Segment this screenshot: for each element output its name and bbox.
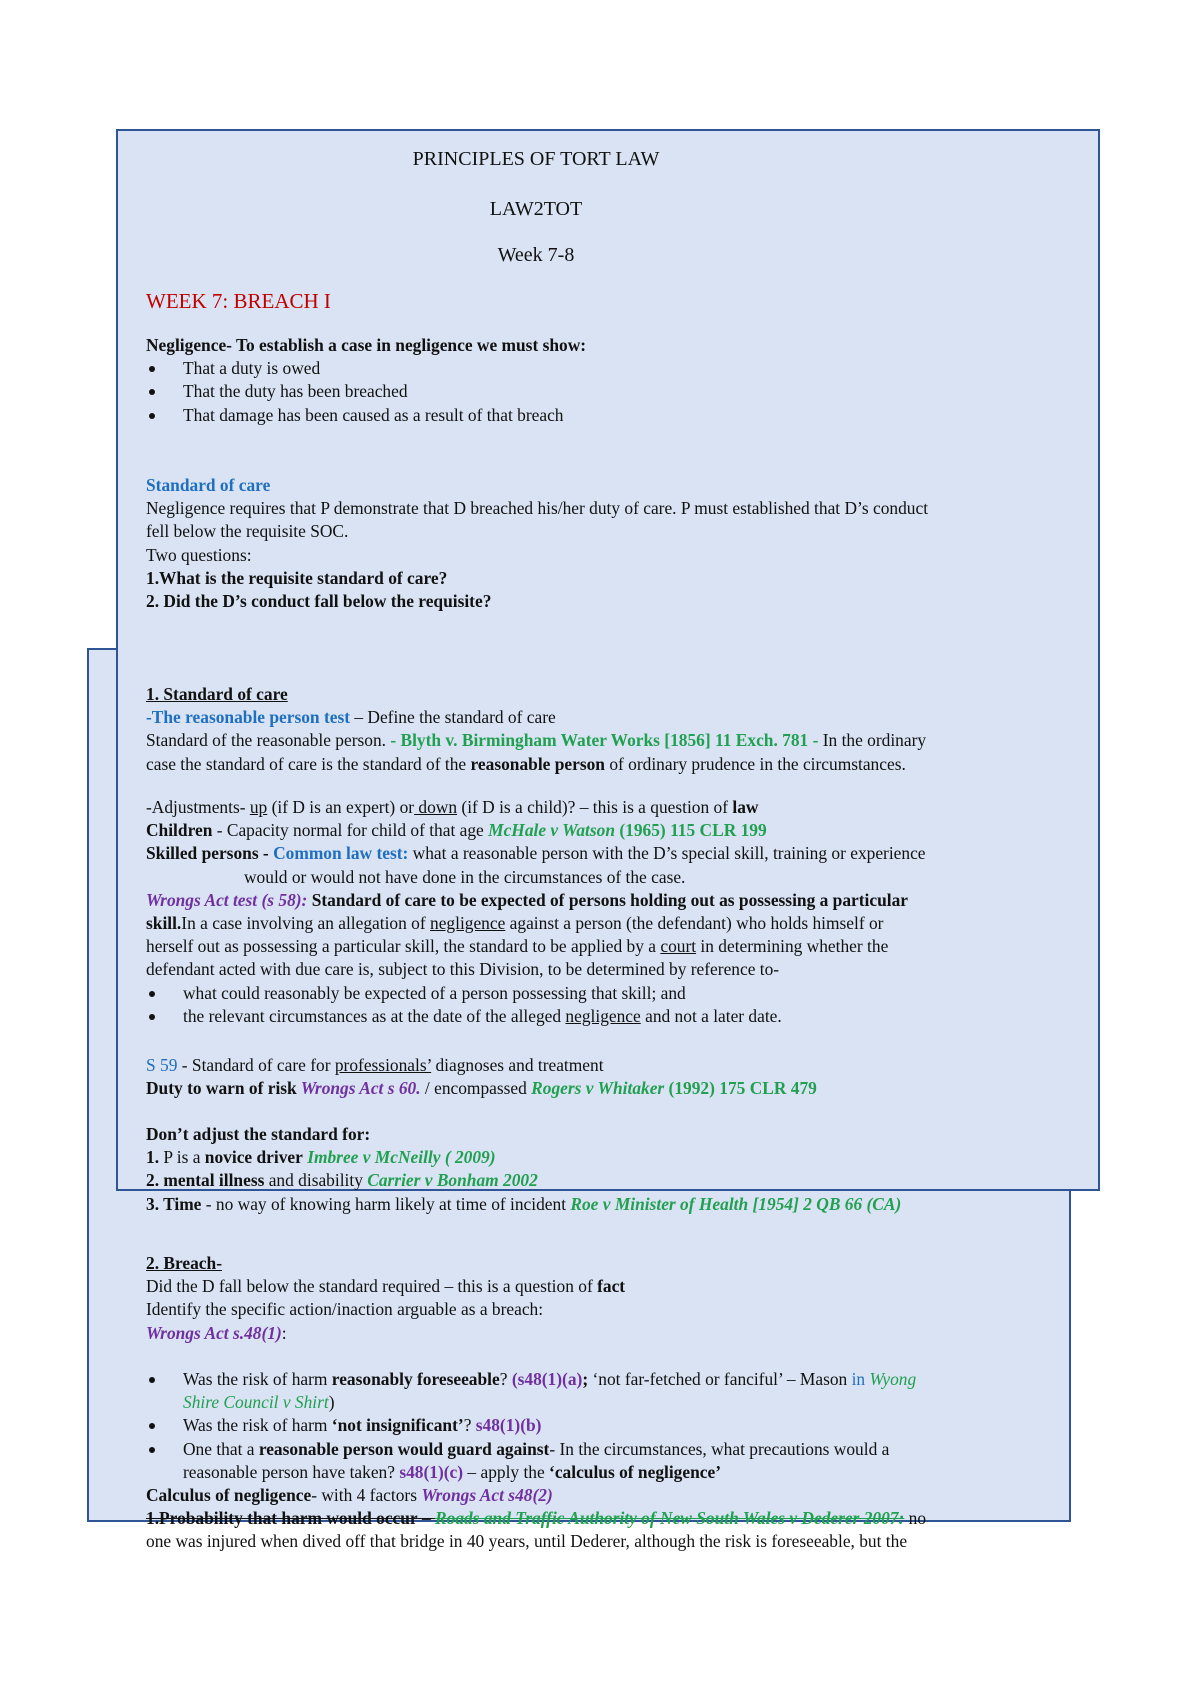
text-span: in [851, 1369, 870, 1389]
case-citation: Roe v Minister of Health [1954] 2 QB 66 (CA) [570, 1193, 902, 1214]
statute-ref: Wrongs Act s 60. [296, 1078, 421, 1099]
case-citation: (1965) 115 CLR 199 [615, 820, 767, 841]
statute-ref: S 59 [146, 1055, 178, 1075]
text-span: - Standard of care for [177, 1055, 335, 1075]
text-span: Skilled persons - [146, 843, 269, 864]
text-span: ? [463, 1415, 476, 1436]
text-span: / encompassed [420, 1078, 532, 1099]
text-span: Was the risk of harm [183, 1369, 332, 1389]
statute-ref: s48(1)(c) [399, 1461, 464, 1482]
text-span: against a person (the defendant) who holds himself or [505, 913, 884, 934]
text-span: in determining whether the [696, 936, 889, 957]
case-citation: McHale v Watson [488, 820, 616, 841]
text-span: down [414, 797, 458, 817]
text-span: 1. [146, 1147, 160, 1168]
dont-adjust-heading: Don’t adjust the standard for: [146, 1124, 371, 1144]
course-code: LAW2TOT [489, 198, 583, 220]
text-span: Common law test: [268, 843, 409, 864]
text-span: P is a [159, 1147, 205, 1168]
text-span: ? [499, 1369, 512, 1389]
negligence-intro: Negligence- To establish a case in negligence we must show: [146, 335, 587, 355]
text-span: reasonable person would guard against [258, 1438, 550, 1459]
text-span: Was the risk of harm [183, 1415, 332, 1436]
text-span: novice driver [204, 1147, 303, 1168]
text-span: - In the circumstances, what precautions would a [549, 1438, 890, 1459]
text-span: law [732, 797, 759, 817]
text-span: negligence [565, 1005, 641, 1026]
list-item [146, 1005, 926, 1028]
soc-heading: Standard of care [146, 475, 271, 495]
case-citation: Roads and Traffic Authority of New South Wales v Dederer 2007: [435, 1508, 905, 1529]
page-title: PRINCIPLES OF TORT LAW [412, 148, 660, 170]
text-span: what a reasonable person with the D’s special skill, training or experience [408, 843, 926, 864]
text-span: Duty to warn of risk [146, 1078, 297, 1099]
statute-ref: Wrongs Act test (s 58): [146, 889, 308, 910]
text-span: Standard of care to be expected of persons holding out as possessing a particular [307, 889, 909, 910]
section1-heading: 1. Standard of care [146, 684, 288, 704]
case-citation: - Blyth v. Birmingham Water Works [1856] 11 Exch. 781 - [390, 730, 819, 751]
text-line: Identify the specific action/inaction arguable as a breach: [146, 1299, 544, 1320]
text-span: Did the D fall below the standard required – this is a question of [146, 1276, 598, 1297]
text-span: - no way of knowing harm likely at time of incident [201, 1193, 571, 1214]
text-span: - with 4 factors [311, 1485, 422, 1506]
text-span: reasonably foreseeable [331, 1369, 500, 1389]
case-citation: Carrier v Bonham 2002 [367, 1170, 538, 1191]
text-span: no [904, 1508, 927, 1529]
text-span: skill. [146, 913, 182, 934]
case-citation: Wyong [869, 1369, 917, 1389]
soc-line: Two questions: [146, 544, 252, 565]
text-span: – apply the [463, 1461, 550, 1482]
list-item: That damage has been caused as a result of that breach [146, 404, 586, 427]
section2-heading: 2. Breach- [146, 1253, 222, 1273]
text-span: ‘calculus of negligence’ [549, 1461, 721, 1482]
text-span: ‘not insignificant’ [331, 1415, 464, 1436]
statute-ref: Wrongs Act s.48(1) [146, 1322, 282, 1343]
text-span: of ordinary prudence in the circumstances. [604, 753, 906, 774]
case-citation: Imbree v McNeilly ( 2009) [302, 1147, 496, 1168]
text-span: In a case involving an allegation of [181, 913, 430, 934]
list-item [146, 1368, 926, 1391]
text-span: court [660, 936, 697, 957]
text-span: fact [597, 1276, 626, 1297]
case-citation: Rogers v Whitaker [531, 1078, 665, 1099]
statute-ref: Wrongs Act s48(2) [421, 1485, 553, 1506]
soc-question: 1.What is the requisite standard of care? [146, 567, 448, 588]
text-span: and not a later date. [640, 1005, 782, 1026]
text-line: one was injured when dived off that bridge in 40 years, until Dederer, although the risk is foreseeable, but the [146, 1531, 908, 1552]
week7-heading: WEEK 7: BREACH I [146, 289, 331, 313]
text-span: up [249, 797, 268, 817]
text-line: defendant acted with due care is, subject to this Division, to be determined by reference to- [146, 959, 780, 980]
text-span: (if D is an expert) or [267, 797, 415, 817]
text-span: (if D is a child)? – this is a question of [457, 797, 733, 817]
text-span: herself out as possessing a particular skill, the standard to be applied by a [146, 936, 661, 957]
text-span: diagnoses and treatment [431, 1055, 604, 1075]
soc-line: Negligence requires that P demonstrate that D breached his/her duty of care. P must established that D’s conduct [146, 498, 929, 519]
text-span: In the ordinary [818, 730, 927, 751]
text-span: ; [582, 1369, 589, 1389]
text-span: 3. Time [146, 1193, 202, 1214]
list-item [146, 1414, 926, 1437]
list-item: what could reasonably be expected of a person possessing that skill; and [146, 982, 926, 1005]
text-span: reasonable person have taken? [183, 1461, 400, 1482]
text-span: - Capacity normal for child of that age [212, 820, 489, 841]
statute-ref: (s48(1)(a) [511, 1369, 583, 1389]
text-span: Standard of the reasonable person. [146, 730, 391, 751]
text-span: and disability [264, 1170, 368, 1191]
statute-ref: s48(1)(b) [475, 1415, 542, 1436]
text-span: the relevant circumstances as at the date of the alleged [183, 1005, 566, 1026]
text-span: Children [146, 820, 213, 841]
text-span: – [417, 1508, 436, 1529]
list-item: That the duty has been breached [146, 380, 586, 403]
text-span: negligence [430, 913, 506, 934]
case-citation: (1992) 175 CLR 479 [664, 1078, 817, 1099]
rpt-text: – Define the standard of care [350, 707, 556, 728]
soc-question: 2. Did the D’s conduct fall below the requisite? [146, 591, 492, 612]
text-span: ‘not far-fetched or fanciful’ – Mason [588, 1369, 852, 1389]
text-span: 1.Probability that harm would occur [146, 1508, 418, 1529]
text-span: professionals’ [334, 1055, 432, 1075]
text-span: 2. mental illness [146, 1170, 265, 1191]
text-span: : [281, 1322, 287, 1343]
text-span: -Adjustments- [146, 797, 250, 817]
list-item [146, 1438, 926, 1461]
soc-line: fell below the requisite SOC. [146, 521, 349, 542]
week-label: Week 7-8 [497, 244, 575, 266]
case-citation: Shire Council v Shirt [183, 1392, 329, 1413]
text-span: case the standard of care is the standard of the [146, 753, 471, 774]
text-span: reasonable person [470, 753, 605, 774]
text-span: Calculus of negligence [146, 1485, 312, 1506]
text-line: would or would not have done in the circumstances of the case. [244, 866, 686, 887]
list-item: That a duty is owed [146, 357, 586, 380]
text-span: One that a [183, 1438, 259, 1459]
rpt-label: -The reasonable person test [146, 707, 351, 728]
text-span: ) [328, 1392, 335, 1413]
